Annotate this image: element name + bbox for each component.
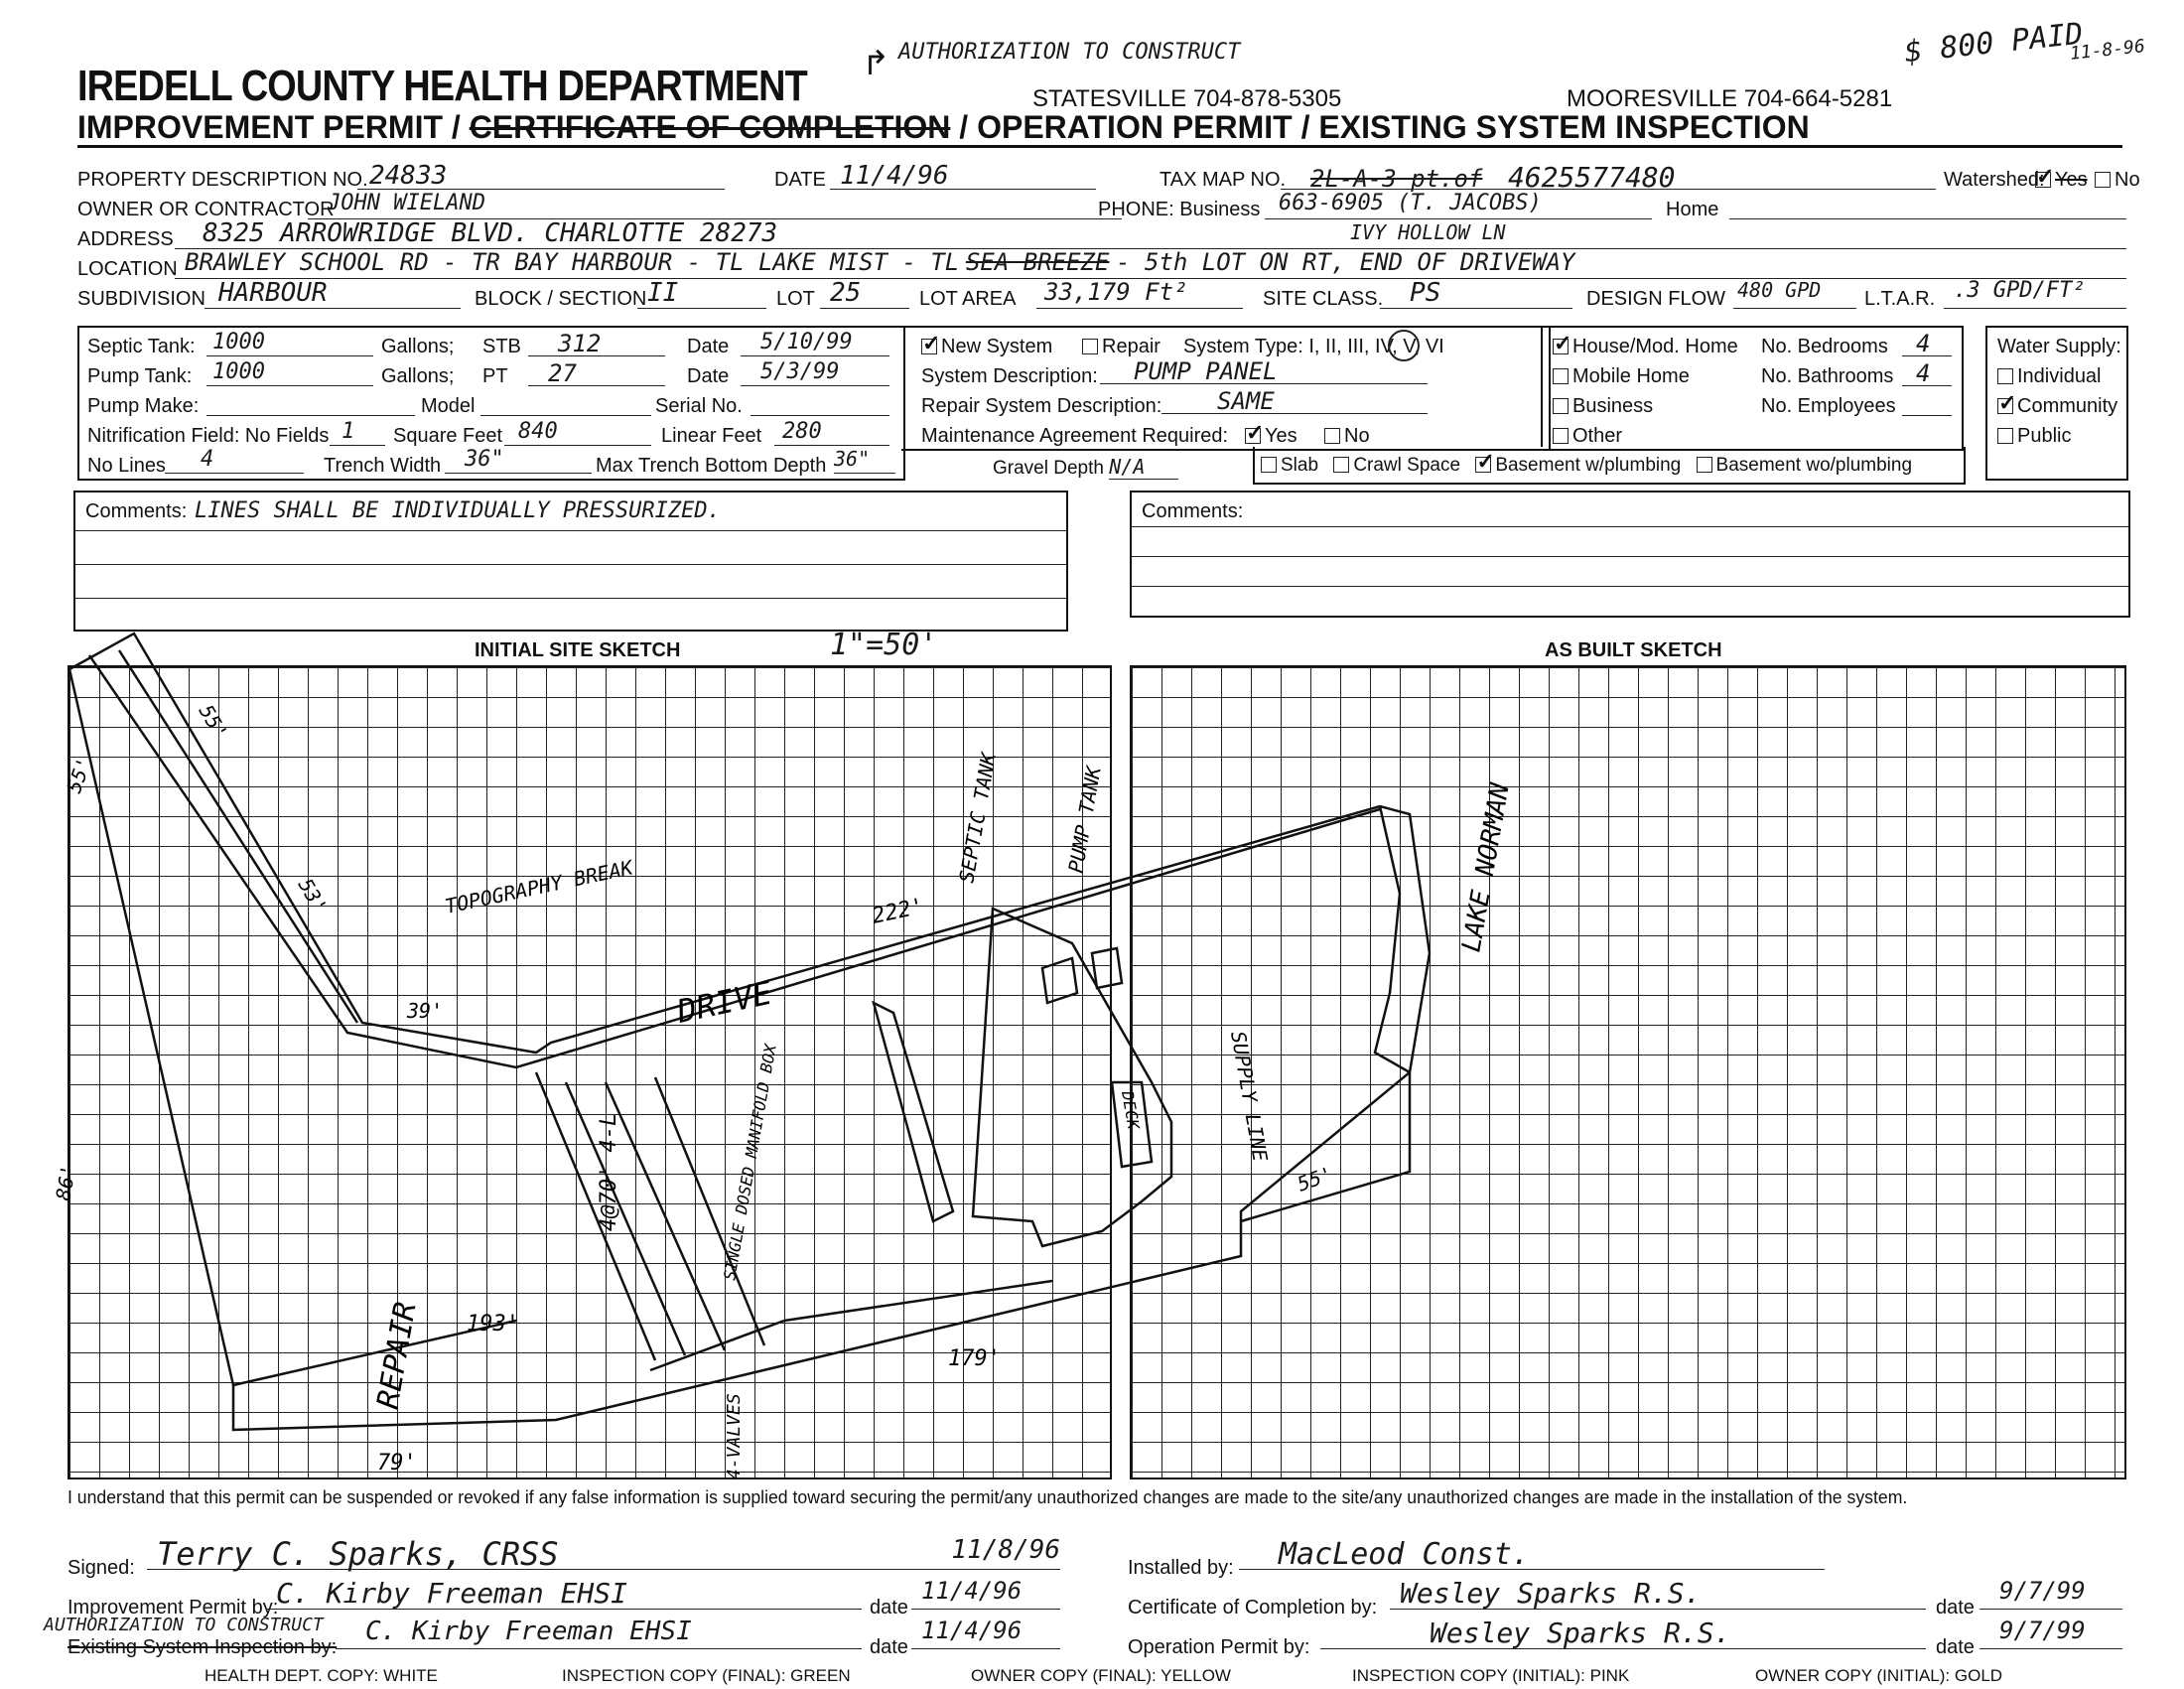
gallons-label-2: Gallons; [381, 365, 455, 387]
sketch-label-supply: SUPPLY LINE [1226, 1029, 1273, 1164]
slab-label: Slab [1281, 455, 1319, 476]
block-value: II [647, 278, 679, 308]
block-label: BLOCK / SECTION [475, 288, 647, 310]
crawl-label: Crawl Space [1353, 455, 1461, 476]
certificate-signature: Wesley Sparks R.S. [1400, 1577, 1702, 1610]
comments-left-label: Comments: [85, 500, 188, 522]
nitrification-label: Nitrification Field: No Fields [87, 425, 330, 447]
improvement-permit-label: IMPROVEMENT PERMIT / [77, 109, 461, 145]
department-title: IREDELL COUNTY HEALTH DEPARTMENT [77, 62, 807, 110]
sketch-dim-55b: 55' [194, 700, 233, 744]
house-label: House/Mod. Home [1572, 336, 1738, 357]
watershed-no-label: No [2115, 169, 2140, 191]
home-phone-label: Home [1666, 199, 1719, 220]
pump-value: 1000 [212, 359, 265, 384]
bedrooms-label: No. Bedrooms [1761, 336, 1888, 357]
taxmap-struck: 2L-A-3 pt.of [1310, 165, 1483, 193]
sketch-label-lines: 4@70' 4-L [597, 1112, 621, 1231]
owner-value: JOHN WIELAND [328, 191, 485, 215]
siteclass-label: SITE CLASS. [1263, 288, 1384, 310]
sketch-dim-222: 222' [870, 894, 927, 929]
business-label: Business [1572, 395, 1654, 417]
bsmt-w-label: Basement w/plumbing [1495, 455, 1682, 476]
sketch-dim-55a: 55' [62, 754, 97, 796]
repair-desc-value: SAME [1217, 387, 1275, 415]
certificate-date-field[interactable] [1979, 1577, 2122, 1610]
water-supply-label: Water Supply: [1997, 336, 2121, 357]
date-label-1: Date [687, 336, 730, 357]
sketch-label-repair: REPAIR [370, 1299, 424, 1412]
sketch-dim-79: 79' [377, 1451, 417, 1476]
sketch-label-manifold: SINGLE DOSED MANIFOLD BOX [720, 1043, 780, 1282]
improvement-date: 11/4/96 [921, 1577, 1023, 1605]
taxmap-value: 4625577480 [1507, 161, 1676, 194]
nolines-label: No Lines [87, 455, 166, 477]
sketch-dim-55c: 55' [1294, 1161, 1336, 1196]
sketch-dim-39: 39' [407, 999, 444, 1023]
model-label: Model [421, 395, 476, 417]
sketch-label-pump: PUMP TANK [1063, 764, 1106, 875]
certificate-field[interactable] [1390, 1577, 1926, 1610]
comments-left-value[interactable]: LINES SHALL BE INDIVIDUALLY PRESSURIZED. [195, 498, 721, 523]
date-label: DATE [774, 169, 826, 191]
signed-label: Signed: [68, 1557, 135, 1579]
authorization-annotation: AUTHORIZATION TO CONSTRUCT [898, 40, 1241, 65]
copy-white: HEALTH DEPT. COPY: WHITE [205, 1666, 438, 1685]
sketch-label-topo: TOPOGRAPHY BREAK [443, 855, 635, 918]
certificate-of-completion-label: CERTIFICATE OF COMPLETION [469, 109, 951, 145]
pump-label: Pump Tank: [87, 365, 193, 387]
ltar-label: L.T.A.R. [1864, 288, 1936, 310]
sketch-label-valves: 4-VALVES [724, 1393, 745, 1479]
lot-label: LOT [776, 288, 815, 310]
bathrooms-value: 4 [1916, 359, 1931, 387]
gravel-label: Gravel Depth [993, 458, 1104, 479]
new-system-label: New System [941, 336, 1053, 357]
sketch-dim-86: 86' [51, 1163, 81, 1202]
copy-green: INSPECTION COPY (FINAL): GREEN [562, 1666, 851, 1685]
operation-signature: Wesley Sparks R.S. [1430, 1617, 1731, 1649]
siteclass-value: PS [1410, 278, 1441, 308]
phone-value: 663-6905 (T. JACOBS) [1279, 191, 1542, 215]
existing-date-field[interactable] [911, 1617, 1060, 1649]
installed-field[interactable] [1239, 1537, 1825, 1570]
supply-line [784, 1281, 1052, 1321]
asbuilt-sketch-title: AS BUILT SKETCH [1545, 639, 1722, 661]
ivy-hollow-note: IVY HOLLOW LN [1350, 220, 1506, 244]
sketch-dim-193: 193' [467, 1312, 519, 1337]
sketch-dim-179: 179' [948, 1346, 1001, 1371]
flow-label: DESIGN FLOW [1586, 288, 1726, 310]
mooresville-phone: MOORESVILLE 704-664-5281 [1567, 85, 1893, 112]
existing-signature: C. Kirby Freeman EHSI [365, 1617, 692, 1646]
location-end: - 5th LOT ON RT, END OF DRIVEWAY [1116, 248, 1575, 276]
pt-value: 27 [548, 359, 577, 387]
operation-date: 9/7/99 [1999, 1617, 2086, 1644]
date-value-2: 5/3/99 [760, 359, 840, 384]
stb-label: STB [482, 336, 521, 357]
sketch-label-drive: DRIVE [673, 973, 775, 1031]
sketch-scale: 1"=50' [830, 628, 938, 662]
copy-gold: OWNER COPY (INITIAL): GOLD [1755, 1666, 2003, 1685]
maint-yes-label: Yes [1265, 425, 1297, 447]
existing-date-label: date [870, 1636, 908, 1658]
installed-label: Installed by: [1128, 1557, 1234, 1579]
nitrification-value: 1 [341, 419, 355, 444]
operation-existing-label: / OPERATION PERMIT / EXISTING SYSTEM INSPECTION [959, 109, 1810, 145]
subdivision-value: HARBOUR [218, 278, 328, 308]
subdivision-label: SUBDIVISION [77, 288, 205, 310]
bedrooms-value: 4 [1916, 330, 1931, 357]
linft-value: 280 [782, 419, 822, 444]
location-value: BRAWLEY SCHOOL RD - TR BAY HARBOUR - TL LAKE MIST - TL [185, 248, 960, 276]
drive-parking [874, 1003, 953, 1221]
drain-line-1 [536, 1072, 655, 1360]
certificate-date: 9/7/99 [1999, 1577, 2086, 1605]
comments-right-label: Comments: [1142, 500, 1244, 522]
existing-label: Existing System Inspection by: [68, 1636, 338, 1658]
other-label: Other [1572, 425, 1623, 447]
ltar-value: .3 GPD/FT² [1954, 278, 2086, 303]
operation-field[interactable] [1320, 1617, 1926, 1649]
property-desc-value: 24833 [369, 161, 448, 191]
address-label: ADDRESS [77, 228, 174, 250]
operation-date-field[interactable] [1979, 1617, 2122, 1649]
improvement-field[interactable] [266, 1577, 862, 1610]
repair-label: Repair [1102, 336, 1160, 357]
initial-sketch-title: INITIAL SITE SKETCH [475, 639, 681, 661]
authorization-note: AUTHORIZATION TO CONSTRUCT [44, 1615, 324, 1635]
repair-desc-label: Repair System Description: [921, 395, 1162, 417]
signed-field[interactable] [147, 1535, 1060, 1573]
date-value: 11/4/96 [840, 161, 949, 191]
certificate-label: Certificate of Completion by: [1128, 1597, 1378, 1619]
trench-label: Trench Width [324, 455, 442, 477]
address-value: 8325 ARROWRIDGE BLVD. CHARLOTTE 28273 [203, 218, 778, 248]
operation-date-label: date [1936, 1636, 1975, 1658]
improvement-label: Improvement Permit by: [68, 1597, 279, 1619]
pt-label: PT [482, 365, 508, 387]
stb-value: 312 [558, 330, 602, 357]
pump-tank [1092, 948, 1122, 988]
taxmap-label: TAX MAP NO. [1160, 169, 1287, 191]
septic-label: Septic Tank: [87, 336, 196, 357]
date-label-2: Date [687, 365, 730, 387]
septic-tank [1042, 958, 1077, 1003]
property-desc-label: PROPERTY DESCRIPTION NO. [77, 169, 368, 191]
owner-label: OWNER OR CONTRACTOR [77, 199, 335, 220]
sketch-label-lake: LAKE NORMAN [1456, 780, 1516, 955]
existing-field[interactable] [336, 1617, 862, 1649]
maxdepth-value: 36" [834, 447, 871, 471]
arrow-icon: ↱ [862, 45, 890, 82]
phone-label: PHONE: Business [1098, 199, 1261, 220]
watershed-yes-label: Yes [2055, 169, 2088, 191]
bathrooms-label: No. Bathrooms [1761, 365, 1894, 387]
improvement-signature: C. Kirby Freeman EHSI [276, 1577, 628, 1610]
driveway-edge [119, 650, 357, 1023]
sketch-dim-53: 53' [293, 874, 333, 917]
signed-signature: Terry C. Sparks, CRSS [157, 1535, 559, 1573]
linft-label: Linear Feet [661, 425, 762, 447]
existing-date: 11/4/96 [921, 1617, 1023, 1644]
lotarea-value: 33,179 Ft² [1044, 278, 1188, 306]
disclaimer: I understand that this permit can be suspended or revoked if any false information is supplied toward securing the permit/any unauthorized changes are made to the site/any unauthorized changes are made in the installation of the system. [68, 1487, 1908, 1507]
installed-signature: MacLeod Const. [1279, 1537, 1530, 1572]
maxdepth-label: Max Trench Bottom Depth [596, 455, 827, 477]
lot-value: 25 [830, 278, 862, 308]
copy-yellow: OWNER COPY (FINAL): YELLOW [971, 1666, 1231, 1685]
pump-make-label: Pump Make: [87, 395, 200, 417]
nolines-value: 4 [201, 447, 214, 472]
maint-label: Maintenance Agreement Required: [921, 425, 1229, 447]
sketch-label-deck: DECK [1118, 1089, 1144, 1131]
operation-label: Operation Permit by: [1128, 1636, 1310, 1658]
individual-label: Individual [2017, 365, 2102, 387]
statesville-phone: STATESVILLE 704-878-5305 [1032, 85, 1342, 112]
certificate-date-label: date [1936, 1597, 1975, 1619]
signed-date: 11/8/96 [951, 1535, 1060, 1565]
improvement-date-field[interactable] [911, 1577, 1060, 1610]
date-value-1: 5/10/99 [760, 330, 853, 354]
watershed-label: Watershed: [1944, 169, 2045, 191]
flow-value: 480 GPD [1737, 278, 1822, 302]
bsmt-wo-label: Basement wo/plumbing [1715, 455, 1913, 476]
sqft-label: Square Feet [393, 425, 503, 447]
copy-pink: INSPECTION COPY (INITIAL): PINK [1352, 1666, 1630, 1685]
community-label: Community [2017, 395, 2118, 417]
sqft-value: 840 [518, 419, 558, 444]
fee-annotation: $ 800 PAID [1902, 16, 2085, 70]
system-desc-label: System Description: [921, 365, 1098, 387]
location-label: LOCATION [77, 258, 178, 280]
improvement-date-label: date [870, 1597, 908, 1619]
trench-value: 36" [465, 447, 504, 472]
system-type-label: System Type: I, II, III, IV, V, VI [1183, 336, 1444, 357]
system-desc-value: PUMP PANEL [1134, 357, 1278, 385]
maint-no-label: No [1344, 425, 1370, 447]
public-label: Public [2017, 425, 2072, 447]
lotarea-label: LOT AREA [919, 288, 1017, 310]
sketch-label-septic: SEPTIC TANK [954, 751, 1001, 885]
septic-value: 1000 [212, 330, 265, 354]
location-struck: SEA BREEZE [965, 248, 1110, 276]
fee-date-annotation: 11-8-96 [2069, 36, 2146, 65]
gallons-label-1: Gallons; [381, 336, 455, 357]
gravel-value[interactable]: N/A [1109, 455, 1178, 480]
mobile-label: Mobile Home [1572, 365, 1690, 387]
serial-label: Serial No. [655, 395, 743, 417]
employees-label: No. Employees [1761, 395, 1896, 417]
